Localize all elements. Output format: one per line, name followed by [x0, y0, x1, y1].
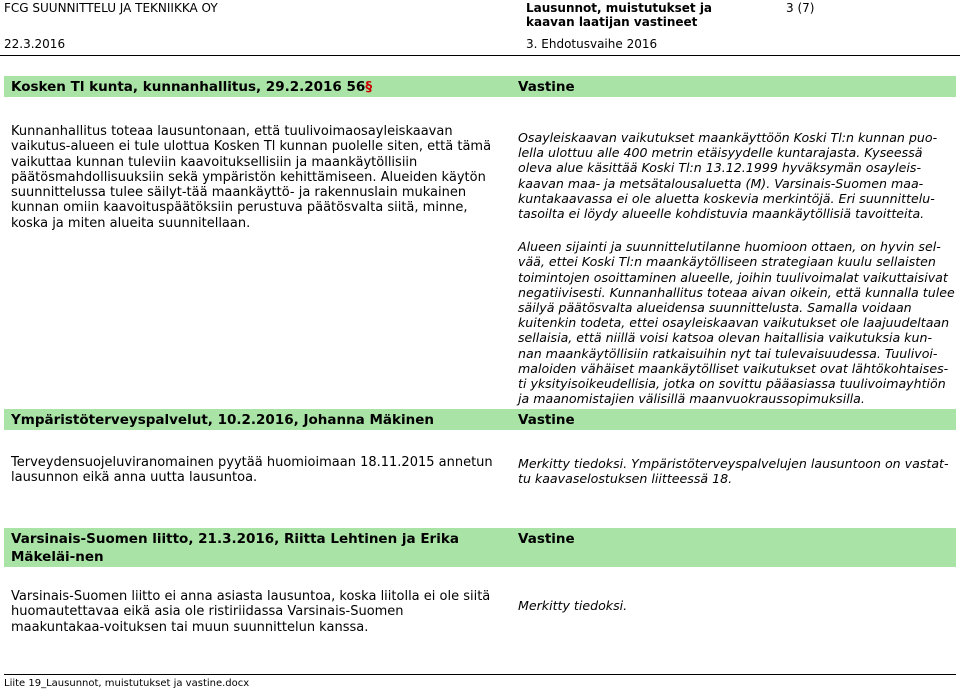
response-text: [518, 130, 955, 406]
header-divider: [0, 55, 960, 56]
response-heading: Vastine: [518, 79, 575, 95]
section-title-varsinais: Varsinais-Suomen liitto, 21.3.2016, Riitta Lehtinen ja Erika Mäkeläi-nen: [11, 531, 459, 565]
response-paragraph: Merkitty tiedoksi.: [518, 598, 628, 613]
statement-text: [11, 589, 499, 635]
section-title-ymparisto: Ympäristöterveyspalvelut, 10.2.2016, Johanna Mäkinen: [11, 412, 435, 428]
response-paragraph: Osayleiskaavan vaikutukset maankäyttöön Koski Tl:n kunnan puo-lella ulottuu alle 400 metrin etäisyydelle kuntarajasta. Kyseessä oleva alue käsittää Koski Tl:n 13.12.1999 hyväksymän osayleis-kaavan maa- ja metsätalousaluetta (M). Varsinais-Suomen maa-kuntakaavassa ei ole aluetta koskevia merkintöjä. Eri suunnittelu-tasoilta ei löydy alueelle kohdistuvia maankäytöllisiä tavoitteita.: [518, 130, 938, 222]
document-title: [526, 1, 712, 29]
document-date: 22.3.2016: [4, 37, 66, 51]
response-heading: Vastine: [518, 412, 575, 428]
section-title-text: Kosken Tl kunta, kunnanhallitus, 29.2.2016 56: [11, 79, 366, 95]
plan-phase: 3. Ehdotusvaihe 2016: [526, 37, 658, 51]
statement-text: [11, 455, 499, 486]
response-text: [518, 598, 955, 613]
document-title-line2: kaavan laatijan vastineet: [526, 15, 698, 29]
response-text: [518, 456, 955, 486]
statement-paragraph: Kunnanhallitus toteaa lausuntonaan, että tuulivoimaosayleiskaavan vaikutus-alueen ei tule ulottua Kosken Tl kunnan puolelle siten, että tämä vaikuttaa kunnan tuleviin kaavoituksellisiin ja maankäytöllisiin päätösmahdollisuuksiin sekä ympäristön kehittämiseen. Alueiden käytön suunnittelussa tulee säilyt-tää maankäyttö- ja rakennuslain mukainen kunnan omiin kaavoituspäätöksiin perustuva päätösvalta siitä, minne, koska ja miten alueita suunnitellaan.: [11, 124, 492, 231]
statement-text: [11, 124, 499, 231]
org-name: FCG SUUNNITTELU JA TEKNIIKKA OY: [4, 1, 218, 15]
paragraph-mark: §: [365, 79, 373, 95]
footer-filename: Liite 19_Lausunnot, muistutukset ja vastine.docx: [4, 678, 250, 689]
statement-paragraph: Varsinais-Suomen liitto ei anna asiasta lausuntoa, koska liitolla ei ole siitä huomautettavaa eikä asia ole ristiriidassa Varsinais-Suomen maakuntakaa-voituksen tai muun suunnittelun kanssa.: [11, 589, 491, 635]
document-title-line1: Lausunnot, muistutukset ja: [526, 1, 713, 15]
section-title-koski: [11, 78, 372, 96]
response-heading: Vastine: [518, 531, 575, 547]
response-paragraph: Alueen sijainti ja suunnittelutilanne huomioon ottaen, on hyvin sel-vää, ettei Koski Tl:n maankäytölliseen strategiaan kuulu sellaisten toimintojen osoittaminen alueelle, joihin tuulivoimalat vaikuttaisivat negatiivisesti. Kunnanhallitus toteaa aivan oikein, että kunnalla tulee säilyä päätösvalta alueidensa suunnittelusta. Samalla voidaan kuitenkin todeta, ettei osayleiskaavan vaikutukset ole laajuudeltaan sellaisia, että niillä voisi katsoa olevan haitallisia vaikutuksia kun-nan maankäytöllisiin ratkaisuihin nyt tai tulevaisuudessa. Tuulivoi-maloiden vähäiset maankäytölliset vaikutukset ovat lähtökohtaises-ti yksityisoikeudellisia, jotka on sovittu pääasiassa tuulivoimayhtiön ja maanomistajien välisillä maanvuokraussopimuksilla.: [518, 239, 955, 407]
statement-paragraph: Terveydensuojeluviranomainen pyytää huomioimaan 18.11.2015 annetun lausunnon eikä anna uutta lausuntoa.: [11, 455, 493, 486]
footer-divider: [4, 674, 956, 675]
page-number: 3 (7): [786, 1, 815, 15]
response-paragraph: Merkitty tiedoksi. Ympäristöterveyspalvelujen lausuntoon on vastat-tu kaavaselostuksen liitteessä 18.: [518, 456, 949, 487]
